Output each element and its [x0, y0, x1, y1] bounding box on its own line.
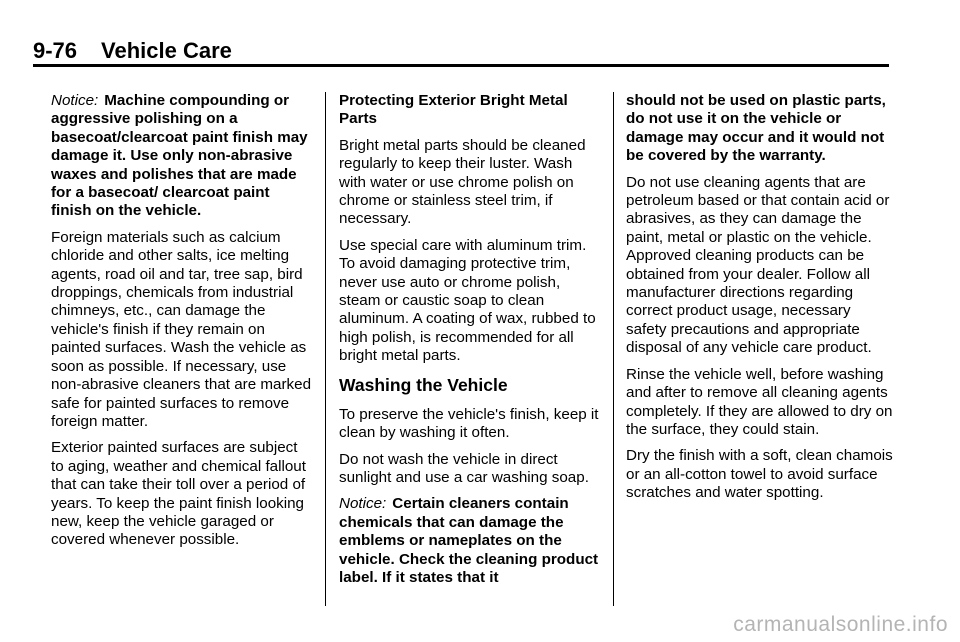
notice-text: Machine compounding or aggressive polishing on a basecoat/clearcoat paint finish may damage it. Use only non-abrasive waxes and polishes that are made for a basecoat/ clearcoat paint finish on the vehicle.: [51, 92, 308, 220]
column-divider: [325, 92, 326, 606]
paragraph-rinse: Rinse the vehicle well, before washing and after to remove all cleaning agents completely. If they are allowed to dry on the surface, they could stain.: [626, 365, 893, 438]
subheading-bright-metal: Protecting Exterior Bright Metal Parts: [339, 92, 568, 128]
notice-label: Notice:: [51, 92, 99, 109]
column-2: [339, 92, 601, 595]
column-1: [51, 92, 313, 558]
section-title: Vehicle Care: [101, 38, 232, 63]
paragraph-bright-metal: Bright metal parts should be cleaned regularly to keep their luster. Wash with water or use chrome polish on chrome or stainless steel trim, if necessary.: [339, 136, 586, 228]
notice-cleaners: [339, 495, 601, 587]
page-number: 9-76: [33, 38, 78, 63]
notice-paint: [51, 92, 313, 221]
paragraph-dry: Dry the finish with a soft, clean chamois or an all-cotton towel to avoid surface scratches and water spotting.: [626, 447, 893, 502]
notice-label: Notice:: [339, 495, 387, 513]
notice-text: Certain cleaners contain chemicals that can damage the emblems or nameplates on the vehicle. Check the cleaning product label. If it states that it: [339, 495, 599, 586]
paragraph-aging: Exterior painted surfaces are subject to aging, weather and chemical fallout that can take their toll over a period of years. To keep the paint finish looking new, keep the vehicle garaged or covered whenever possible.: [51, 439, 306, 549]
header-rule: [33, 64, 889, 67]
paragraph-sunlight: Do not wash the vehicle in direct sunlight and use a car washing soap.: [339, 450, 589, 486]
page-header: [33, 38, 232, 64]
paragraph-preserve: To preserve the vehicle's finish, keep it clean by washing it often.: [339, 405, 599, 442]
paragraph-aluminum: Use special care with aluminum trim. To avoid damaging protective trim, never use auto or chrome polish, steam or caustic soap to clean aluminum. A coating of wax, rubbed to high polish, is recommended for all bright metal parts.: [339, 236, 596, 365]
heading-washing: Washing the Vehicle: [339, 374, 508, 395]
column-3: [626, 92, 894, 511]
column-divider: [613, 92, 614, 606]
notice-continued: should not be used on plastic parts, do not use it on the vehicle or damage may occur and it would not be covered by the warranty.: [626, 92, 886, 165]
paragraph-cleaning-agents: Do not use cleaning agents that are petroleum based or that contain acid or abrasives, as they can damage the paint, metal or plastic on the vehicle. Approved cleaning products can be obtained from your dealer. Follow all manufacturer directions regarding correct product usage, necessary safety precautions and appropriate disposal of any vehicle care product.: [626, 173, 890, 357]
watermark: carmanualsonline.info: [733, 613, 948, 636]
paragraph-foreign-materials: Foreign materials such as calcium chloride and other salts, ice melting agents, road oil and tar, tree sap, bird droppings, chemicals from industrial chimneys, etc., can damage the vehicle's finish if they remain on painted surfaces. Wash the vehicle as soon as possible. If necessary, use non-abrasive cleaners that are marked safe for painted surfaces to remove foreign matter.: [51, 228, 312, 430]
